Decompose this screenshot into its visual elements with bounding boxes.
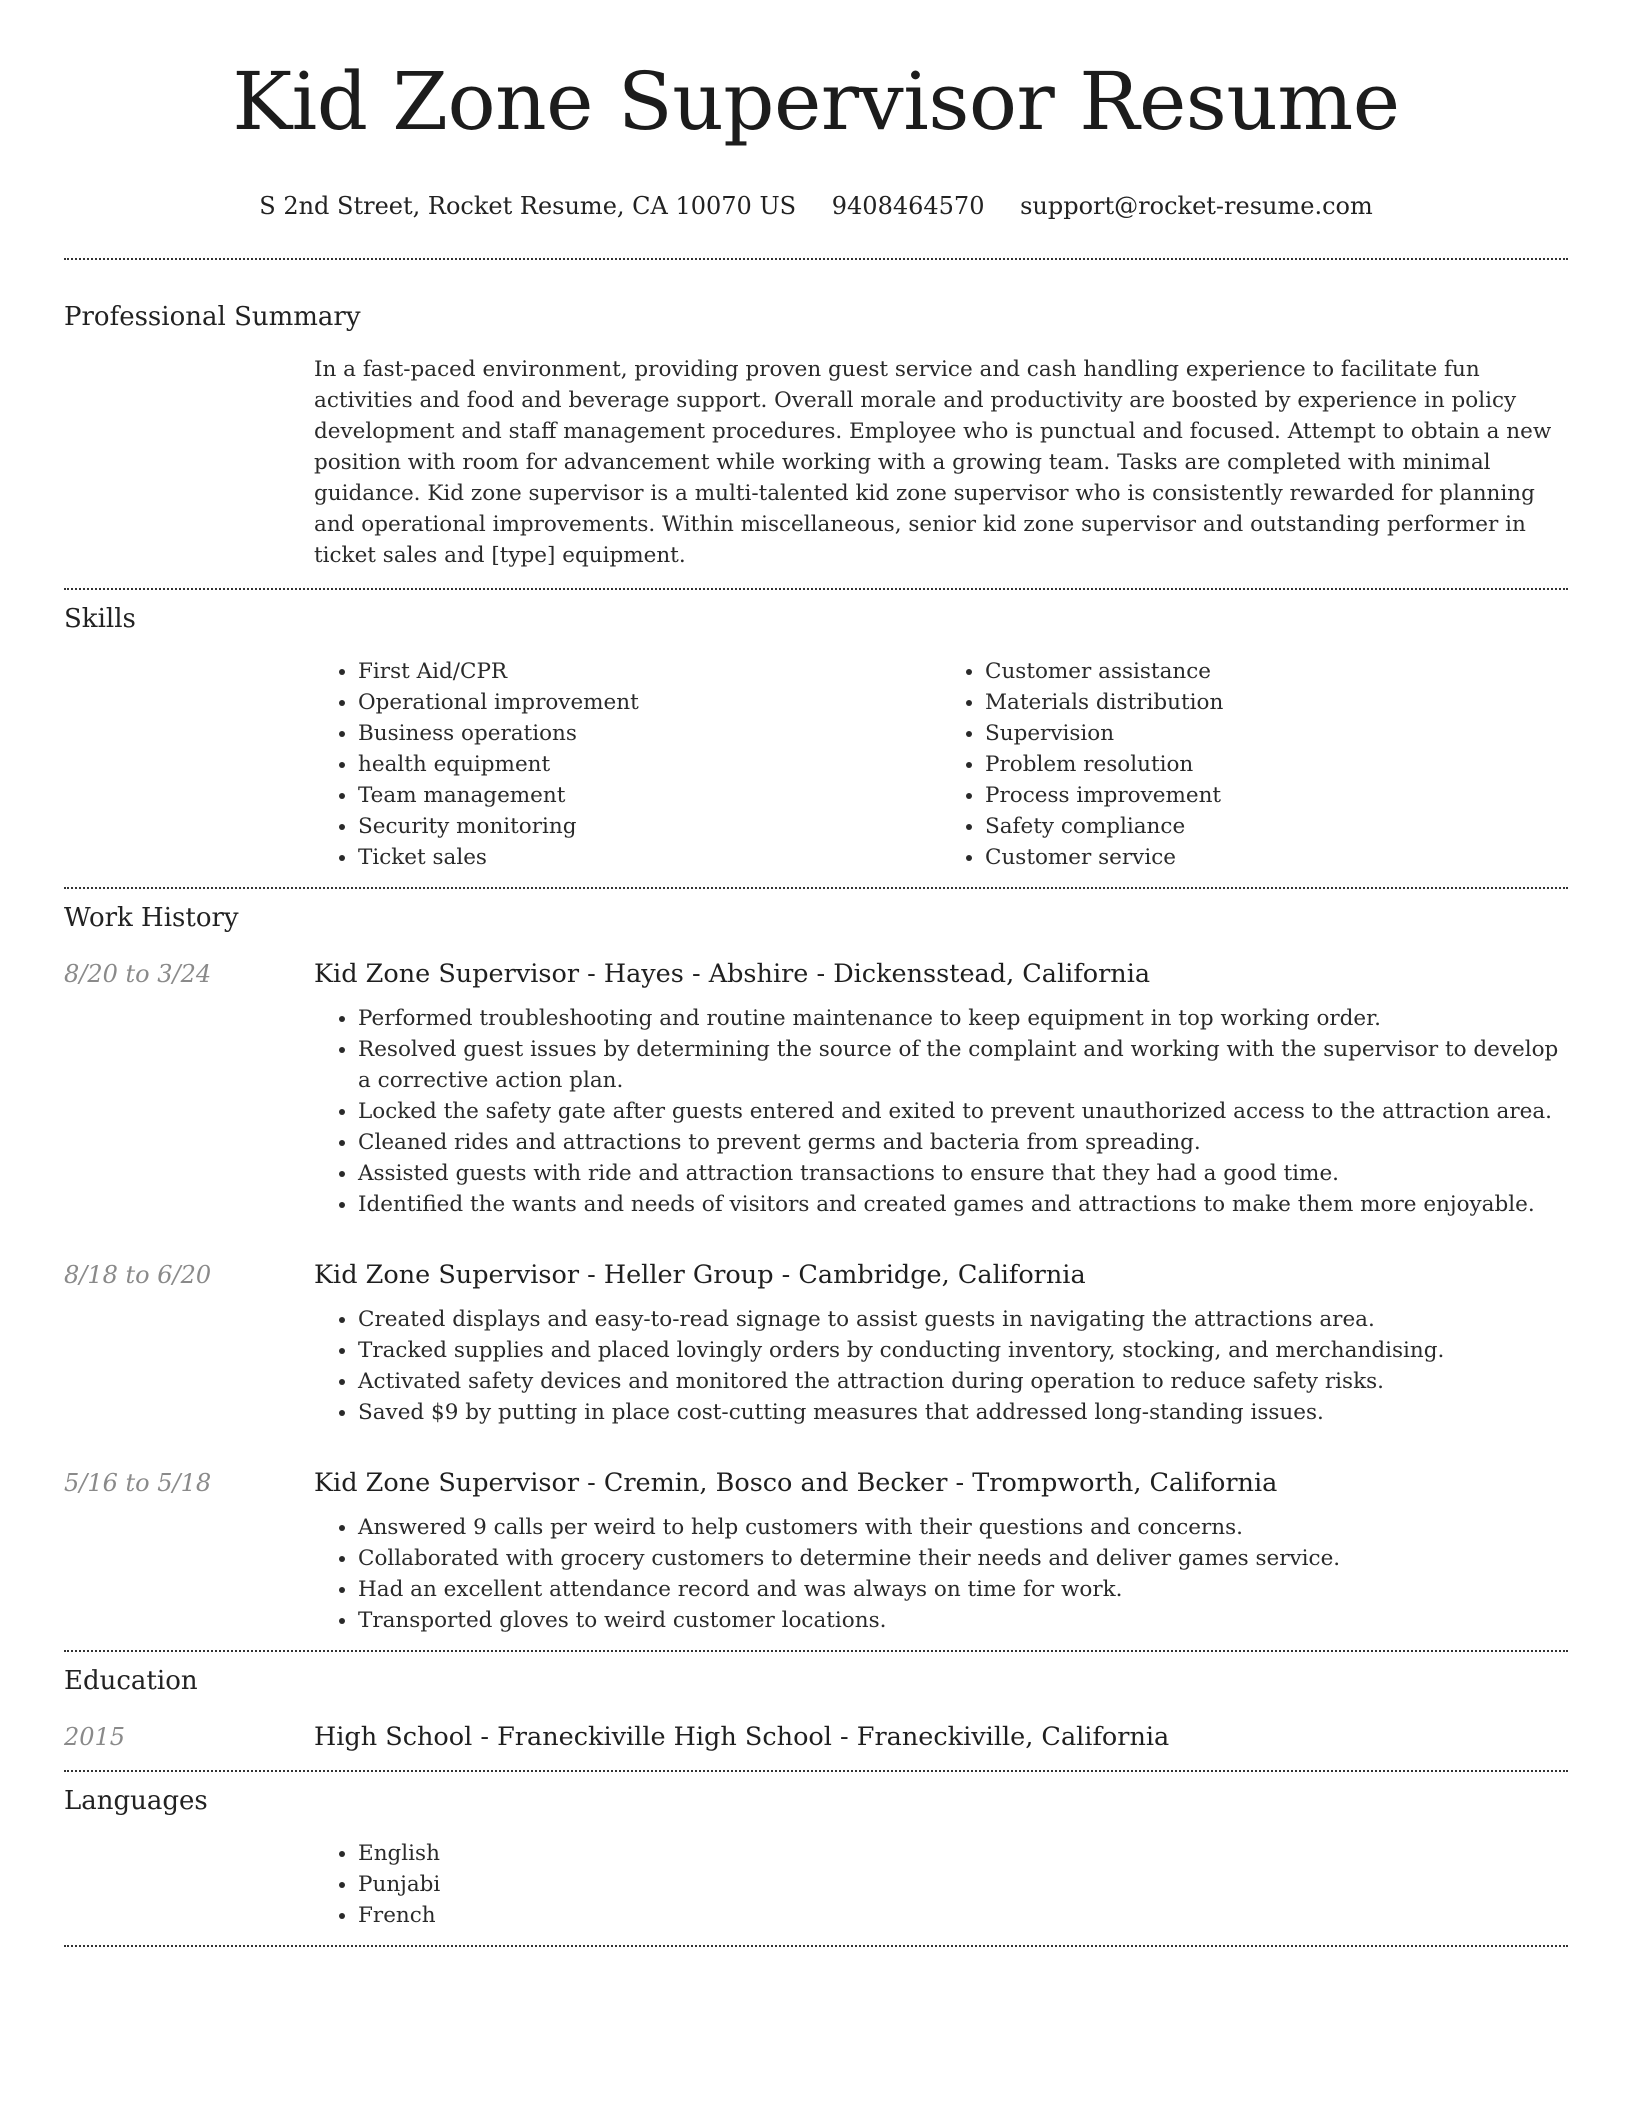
job-entry [64,1258,1568,1428]
list-item: • Problem resolution [985,749,1568,780]
work-section [64,901,1568,1636]
list-item: • Safety compliance [985,811,1568,842]
list-item: • Identified the wants and needs of visitors and created games and attractions to make them more enjoyable. [358,1189,1568,1220]
contact-phone: 9408464570 [831,192,985,220]
job-title: Kid Zone Supervisor - Cremin, Bosco and Becker - Trompworth, California [314,1468,1278,1498]
languages-section [64,1784,1568,1931]
list-item: • Customer service [985,842,1568,873]
divider [64,1650,1568,1652]
divider [64,1945,1568,1947]
divider [64,258,1568,260]
list-item: • Ticket sales [358,842,941,873]
skills-list [314,656,1568,873]
list-item: • Performed troubleshooting and routine maintenance to keep equipment in top working order. [358,1003,1568,1034]
list-item: • English [358,1838,1568,1869]
education-section [64,1664,1568,1754]
skills-column-left [314,656,941,873]
list-item: • First Aid/CPR [358,656,941,687]
summary-text: In a fast-paced environment, providing proven guest service and cash handling experience to facilitate fun activities and food and beverage support. Overall morale and productivity are boosted by experience in policy development and staff management procedures. Employee who is punctual and focused. Attempt to obtain a new position with room for advancement while working with a growing team. Tasks are completed with minimal guidance. Kid zone supervisor is a multi-talented kid zone supervisor who is consistently rewarded for planning and operational improvements. Within miscellaneous, senior kid zone supervisor and outstanding performer in ticket sales and [type] equipment. [314,357,1552,568]
job-entry [64,957,1568,1220]
list-item: • Security monitoring [358,811,941,842]
list-item: • Saved $9 by putting in place cost-cutting measures that addressed long-standing issues. [358,1397,1568,1428]
list-item: • Resolved guest issues by determining the source of the complaint and working with the supervisor to develop a corrective action plan. [358,1034,1568,1096]
list-item: • Business operations [358,718,941,749]
list-item: • French [358,1900,1568,1931]
job-dates: 8/20 to 3/24 [64,960,212,988]
education-year: 2015 [64,1723,126,1751]
contact-address: S 2nd Street, Rocket Resume, CA 10070 US [259,192,797,220]
job-body [314,1258,1568,1428]
section-title-education: Education [64,1666,198,1696]
skills-section [64,602,1568,873]
list-item: • Cleaned rides and attractions to prevent germs and bacteria from spreading. [358,1127,1568,1158]
list-item: • Created displays and easy-to-read signage to assist guests in navigating the attractions area. [358,1304,1568,1335]
list-item: • Locked the safety gate after guests entered and exited to prevent unauthorized access to the attraction area. [358,1096,1568,1127]
list-item: • Activated safety devices and monitored the attraction during operation to reduce safety risks. [358,1366,1568,1397]
list-item: • Supervision [985,718,1568,749]
summary-section [64,300,1568,571]
languages-list [314,1838,1568,1931]
resume-page [64,0,1568,1947]
job-bullets [314,1003,1568,1220]
list-item: • Team management [358,780,941,811]
job-entry [64,1466,1568,1636]
job-dates: 5/16 to 5/18 [64,1469,212,1497]
page-title: Kid Zone Supervisor Resume [232,55,1400,148]
list-item: • Collaborated with grocery customers to determine their needs and deliver games service. [358,1543,1568,1574]
list-item: • Operational improvement [358,687,941,718]
list-item: • Materials distribution [985,687,1568,718]
list-item: • health equipment [358,749,941,780]
section-title-languages: Languages [64,1786,208,1816]
job-dates: 8/18 to 6/20 [64,1261,212,1289]
section-title-skills: Skills [64,604,136,634]
list-item: • Customer assistance [985,656,1568,687]
list-item: • Punjabi [358,1869,1568,1900]
divider [64,1770,1568,1772]
section-title-summary: Professional Summary [64,302,361,332]
list-item: • Transported gloves to weird customer locations. [358,1605,1568,1636]
education-entry [64,1720,1568,1754]
list-item: • Answered 9 calls per weird to help customers with their questions and concerns. [358,1512,1568,1543]
section-title-work: Work History [64,903,239,933]
skills-column-right [941,656,1568,873]
job-bullets [314,1304,1568,1428]
contact-email: support@rocket-resume.com [1020,192,1373,220]
job-title: Kid Zone Supervisor - Hayes - Abshire - Dickensstead, California [314,959,1151,989]
education-title: High School - Franeckiville High School - Franeckiville, California [314,1722,1170,1752]
list-item: • Had an excellent attendance record and was always on time for work. [358,1574,1568,1605]
list-item: • Tracked supplies and placed lovingly orders by conducting inventory, stocking, and merchandising. [358,1335,1568,1366]
divider [64,887,1568,889]
job-bullets [314,1512,1568,1636]
contact-line [64,192,1568,220]
job-body [314,1466,1568,1636]
job-title: Kid Zone Supervisor - Heller Group - Cambridge, California [314,1260,1086,1290]
list-item: • Process improvement [985,780,1568,811]
divider [64,588,1568,590]
list-item: • Assisted guests with ride and attraction transactions to ensure that they had a good time. [358,1158,1568,1189]
job-body [314,957,1568,1220]
